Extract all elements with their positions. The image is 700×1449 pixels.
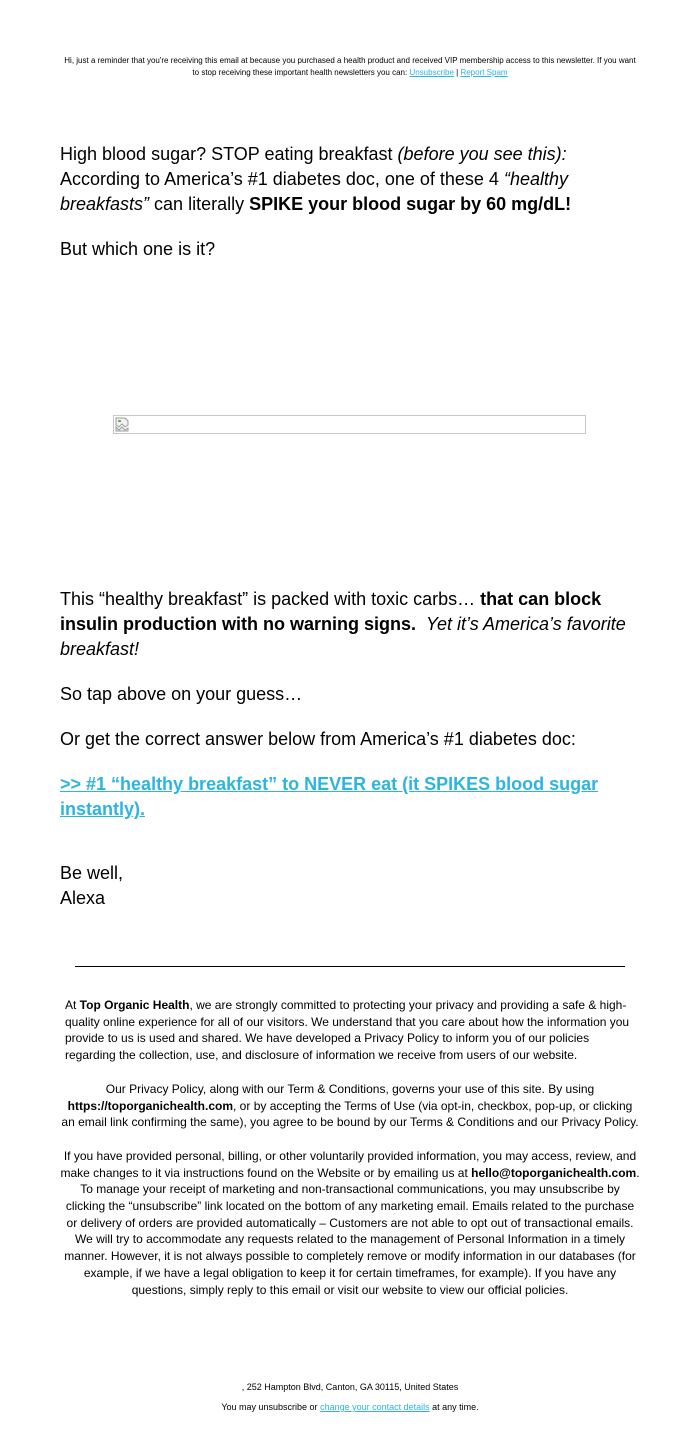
- body-text: This “healthy breakfast” is packed with toxic carbs…: [60, 589, 481, 609]
- footer-paragraph-3: [60, 1148, 640, 1298]
- broken-image[interactable]: [113, 415, 586, 434]
- footer-text: . To manage your receipt of marketing and non-transactional communications, you may unsubscribe by clicking the “unsubscribe” link located on the bottom of any marketing email. Emails related to the purchase or delivery of orders are provided automatically – Customers are not able to opt out of transactional emails. We will try to accommodate any requests related to the management of Personal Information in a timely manner. However, it is not always possible to completely remove or modify information in our databases (for example, if we have a legal obligation to keep it for certain timeframes, for example). If you have any questions, simply reply to this email or visit our website to view our official policies.: [64, 1165, 640, 1297]
- signoff: [60, 861, 640, 911]
- body-section: [60, 587, 640, 822]
- headline-italic-1: (before you see this):: [397, 144, 567, 164]
- footer-paragraph-1: [60, 997, 640, 1064]
- cta-link[interactable]: >> #1 “healthy breakfast” to NEVER eat (it SPIKES blood sugar instantly).: [60, 774, 599, 819]
- unsubscribe-text: at any time.: [429, 1402, 479, 1412]
- headline-bold: SPIKE your blood sugar by 60 mg/dL!: [249, 194, 572, 214]
- footer-legal: [60, 997, 640, 1298]
- report-spam-link[interactable]: Report Spam: [460, 68, 508, 77]
- body-spacer: [416, 614, 426, 634]
- body-paragraph-3: Or get the correct answer below from America’s #1 diabetes doc:: [60, 729, 576, 749]
- footer-text: , or by accepting the Terms of Use (via opt-in, checkbox, pop-up, or clicking an email link confirming the same), you agree to be bound by our Terms & Conditions and our Privacy Policy.: [61, 1098, 639, 1130]
- divider: [75, 966, 625, 967]
- unsubscribe-link[interactable]: Unsubscribe: [409, 68, 454, 77]
- headline-section: [60, 142, 640, 262]
- preheader-separator: |: [453, 68, 461, 77]
- body-paragraph-2: So tap above on your guess…: [60, 684, 303, 704]
- footer-url: https://toporganichealth.com: [67, 1098, 234, 1113]
- body-bold: that can block insulin production with no warning signs.: [60, 589, 602, 634]
- footer-text: , we are strongly committed to protecting your privacy and providing a safe & high-quality online experience for all of our visitors. We understand that you care about how the information you provide to us is used and shared. We have developed a Privacy Policy to inform you of our policies regarding the collection, use, and disclosure of information we receive from users of our website.: [65, 998, 630, 1063]
- headline-text-2: According to America’s #1 diabetes doc, one of these 4: [60, 169, 504, 189]
- footer-text: Our Privacy Policy, along with our Term & Conditions, governs your use of this site. By using: [105, 1081, 595, 1096]
- preheader-text: Hi, just a reminder that you're receiving this email at because you purchased a health product and received VIP membership access to this newsletter. If you want to stop receiving these important health newsletters you can:: [64, 56, 636, 77]
- unsubscribe-notice: [60, 1401, 640, 1413]
- postal-address: , 252 Hampton Blvd, Canton, GA 30115, United States: [241, 1382, 459, 1392]
- footer-brand: Top Organic Health: [79, 998, 190, 1012]
- unsubscribe-text: You may unsubscribe or: [221, 1402, 321, 1412]
- body-italic: Yet it’s America’s favorite breakfast!: [60, 614, 626, 659]
- footer-paragraph-2: [60, 1081, 640, 1131]
- headline-text-1: High blood sugar? STOP eating breakfast: [60, 144, 398, 164]
- footer-email: hello@toporganichealth.com: [471, 1165, 637, 1180]
- signoff-line: Be well,: [60, 863, 124, 883]
- footer-text: If you have provided personal, billing, or other voluntarily provided information, you may access, review, and make changes to it via instructions found on the Website or by emailing us at: [60, 1148, 637, 1180]
- footer-text: At: [65, 998, 80, 1012]
- cta-paragraph: [60, 772, 640, 822]
- signoff-name: Alexa: [60, 888, 106, 908]
- change-contact-details-link[interactable]: change your contact details: [320, 1402, 430, 1412]
- broken-image-icon: [115, 417, 129, 432]
- headline-italic-2: “healthy breakfasts”: [60, 169, 568, 214]
- headline-text-3: can literally: [149, 194, 250, 214]
- preheader-notice: [60, 55, 640, 79]
- body-paragraph-1: [60, 587, 640, 662]
- headline: [60, 142, 640, 217]
- question-text: But which one is it?: [60, 239, 216, 259]
